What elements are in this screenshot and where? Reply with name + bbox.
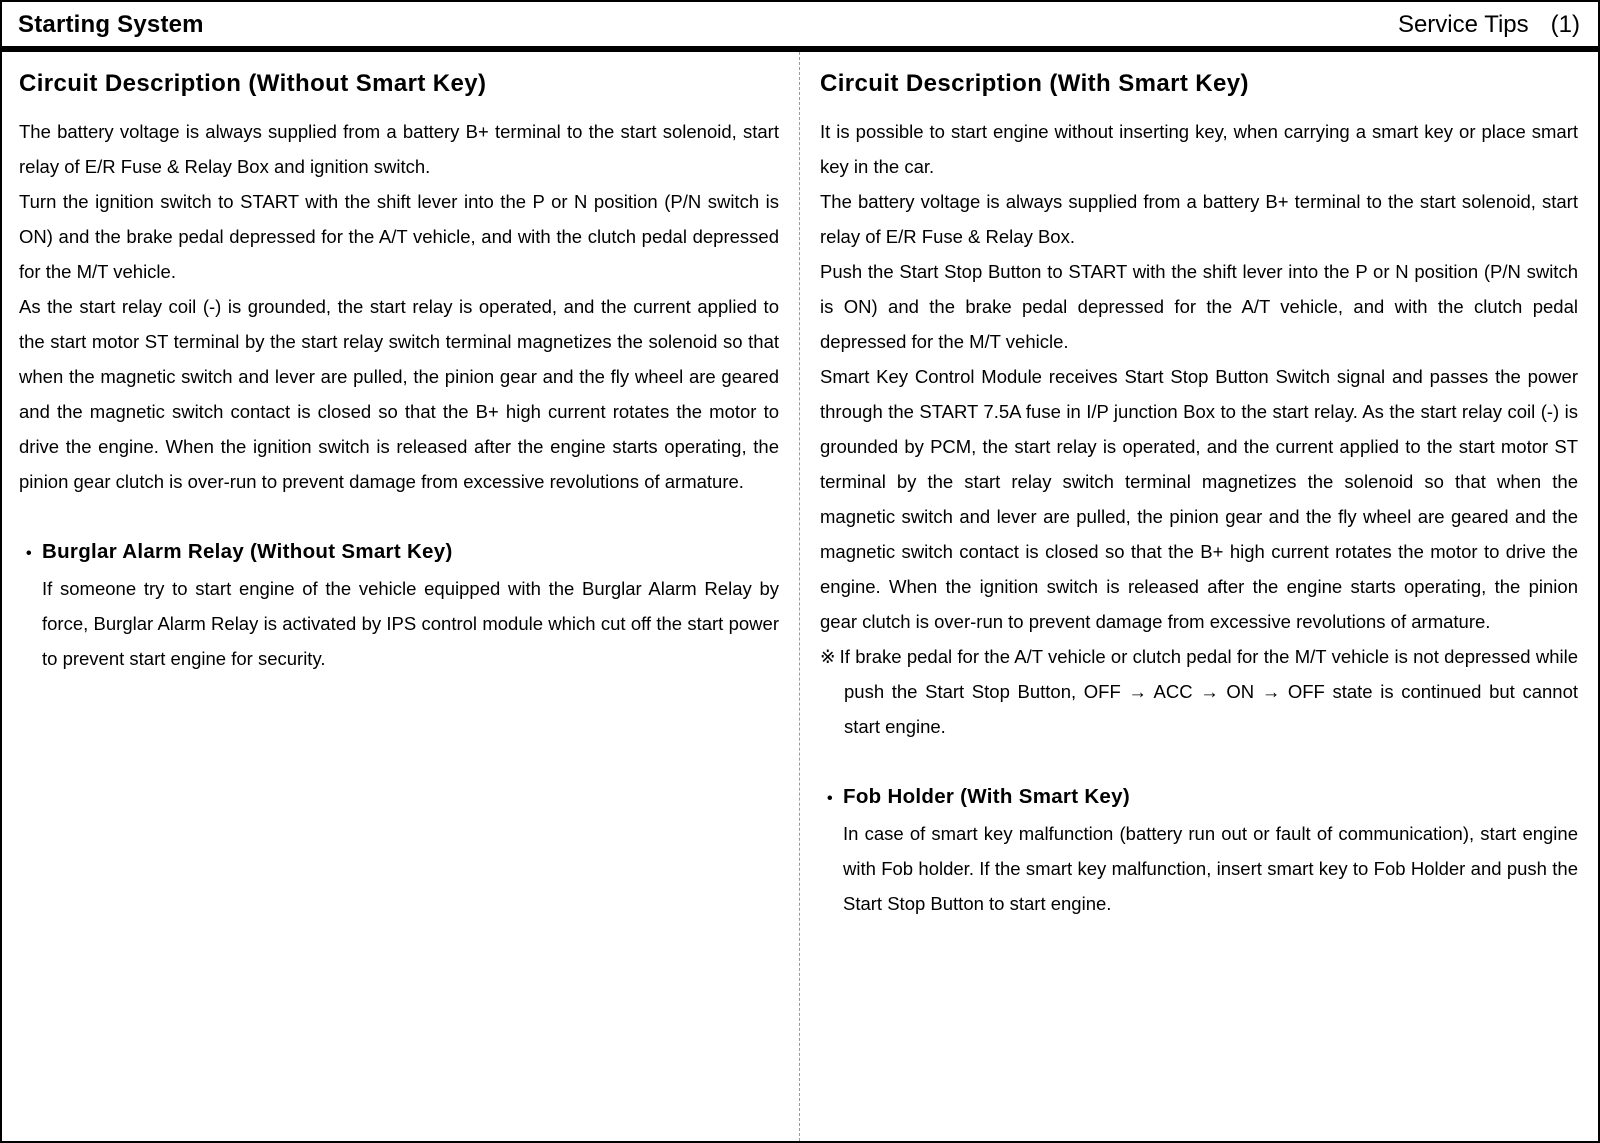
paragraph: The battery voltage is always supplied from a battery B+ terminal to the start solenoid, start relay of E/R Fuse & Relay Box and ignition switch. <box>19 121 779 177</box>
header-section-info <box>1398 11 1580 39</box>
vertical-spacer <box>19 499 779 534</box>
bullet-title-text: Burglar Alarm Relay (Without Smart Key) <box>42 540 453 563</box>
note-block <box>820 639 1578 744</box>
section-heading-with-smart-key: Circuit Description (With Smart Key) <box>820 70 1249 97</box>
section-title: Service Tips <box>1397 11 1529 38</box>
bullet-section-body: If someone try to start engine of the vehicle equipped with the Burglar Alarm Relay by force, Burglar Alarm Relay is activated by IPS control module which cut off the start power to prevent start engine for security. <box>42 578 779 669</box>
paragraph: Push the Start Stop Button to START with the shift lever into the P or N position (P/N switch is ON) and the brake pedal depressed for the A/T vehicle, and with the clutch pedal depressed for the M/T vehicle. <box>820 261 1578 352</box>
left-column <box>2 52 800 1141</box>
page-number: (1) <box>1550 11 1580 38</box>
bullet-icon: • <box>827 790 833 807</box>
page-content <box>2 52 1598 1141</box>
bullet-title-text: Fob Holder (With Smart Key) <box>843 785 1130 808</box>
paragraph: It is possible to start engine without inserting key, when carrying a smart key or place smart key in the car. <box>820 121 1578 177</box>
note-text: If brake pedal for the A/T vehicle or clutch pedal for the M/T vehicle is not depressed while push the Start Stop Button, OFF → ACC → ON → OFF state is continued but cannot start engine. <box>839 646 1578 737</box>
reference-mark-icon: ※ <box>820 646 836 667</box>
page-title: Starting System <box>18 11 204 38</box>
page-header <box>2 2 1598 52</box>
bullet-section-body: In case of smart key malfunction (battery run out or fault of communication), start engine with Fob holder. If the smart key malfunction, insert smart key to Fob Holder and push the Start Stop Button to start engine. <box>843 823 1578 914</box>
section-heading-without-smart-key: Circuit Description (Without Smart Key) <box>19 70 487 97</box>
paragraph: As the start relay coil (-) is grounded, the start relay is operated, and the current applied to the start motor ST terminal by the start relay switch terminal magnetizes the solenoid so that when the magnetic switch and lever are pulled, the pinion gear and the fly wheel are geared and the magnetic switch contact is closed so that the B+ high current rotates the motor to drive the engine. When the ignition switch is released after the engine starts operating, the pinion gear clutch is over-run to prevent damage from excessive revolutions of armature. <box>19 296 779 492</box>
right-column <box>800 52 1598 1141</box>
bullet-section-title <box>19 534 779 571</box>
bullet-icon: • <box>26 545 32 562</box>
paragraph: The battery voltage is always supplied from a battery B+ terminal to the start solenoid, start relay of E/R Fuse & Relay Box. <box>820 191 1578 247</box>
paragraph: Smart Key Control Module receives Start Stop Button Switch signal and passes the power through the START 7.5A fuse in I/P junction Box to the start relay. As the start relay coil (-) is grounded by PCM, the start relay is operated, and the current applied to the start motor ST terminal by the start relay switch terminal magnetizes the solenoid so that when the magnetic switch and lever are pulled, the pinion gear and the fly wheel are geared and the magnetic switch contact is closed so that the B+ high current rotates the motor to drive the engine. When the ignition switch is released after the engine starts operating, the pinion gear clutch is over-run to prevent damage from excessive revolutions of armature. <box>820 366 1578 632</box>
paragraph: Turn the ignition switch to START with the shift lever into the P or N position (P/N switch is ON) and the brake pedal depressed for the A/T vehicle, and with the clutch pedal depressed for the M/T vehicle. <box>19 191 779 282</box>
vertical-spacer <box>820 744 1578 779</box>
bullet-section-title <box>820 779 1578 816</box>
